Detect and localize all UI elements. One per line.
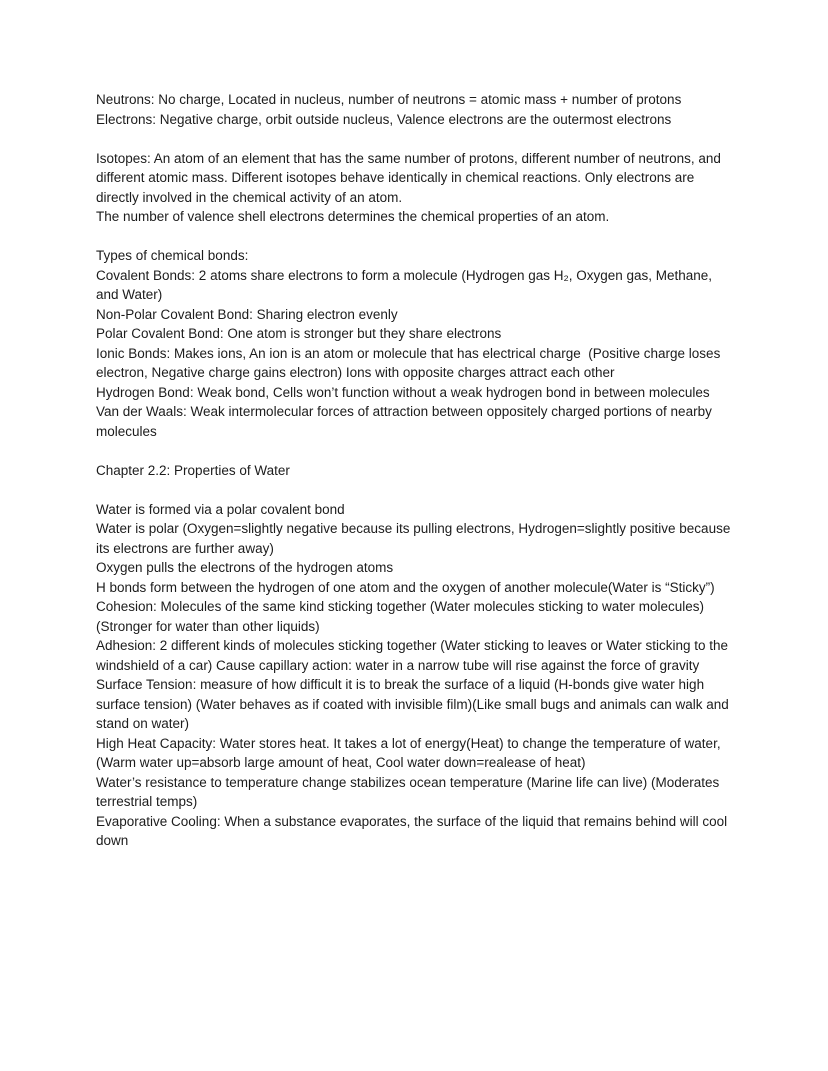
para-neutrons: Neutrons: No charge, Located in nucleus, number of neutrons = atomic mass + number of protons (96, 92, 682, 107)
para-oxygen-pulls: Oxygen pulls the electrons of the hydrogen atoms (96, 560, 394, 575)
para-valence-electrons: The number of valence shell electrons determines the chemical properties of an atom. (96, 209, 610, 224)
heading-chapter-2-2: Chapter 2.2: Properties of Water (96, 462, 290, 478)
document-body (96, 90, 734, 851)
para-adhesion: Adhesion: 2 different kinds of molecules sticking together (Water sticking to leaves or Water sticking to the windshield of a car) Cause capillary action: water in a narrow tube will rise against the force of gravity (96, 638, 732, 673)
para-isotopes: Isotopes: An atom of an element that has the same number of protons, different number of neutrons, and different atomic mass. Different isotopes behave identically in chemical reactions. Only electrons are directly involved in the chemical activity of an atom. (96, 150, 725, 205)
para-electrons: Electrons: Negative charge, orbit outside nucleus, Valence electrons are the outermost electrons (96, 111, 672, 127)
blank-line (96, 129, 734, 149)
para-hydrogen-bond: Hydrogen Bond: Weak bond, Cells won’t function without a weak hydrogen bond in between molecules (96, 384, 710, 400)
para-temperature-stabilization: Water’s resistance to temperature change stabilizes ocean temperature (Marine life can live) (Moderates terrestrial temps) (96, 774, 724, 809)
para-polar-covalent-bond: Polar Covalent Bond: One atom is stronger but they share electrons (96, 326, 502, 341)
blank-line (96, 480, 734, 500)
blank-line (96, 227, 734, 247)
para-h-bonds-sticky: H bonds form between the hydrogen of one atom and the oxygen of another molecule(Water is “Sticky”) (96, 579, 715, 595)
para-cohesion: Cohesion: Molecules of the same kind sticking together (Water molecules sticking to water molecules) (Stronger for water than other liquids) (96, 599, 708, 634)
para-water-polar-covalent: Water is formed via a polar covalent bond (96, 501, 345, 517)
para-non-polar-covalent-bond: Non-Polar Covalent Bond: Sharing electron evenly (96, 306, 398, 322)
blank-line (96, 441, 734, 461)
para-covalent-bonds: Covalent Bonds: 2 atoms share electrons to form a molecule (Hydrogen gas H₂, Oxygen gas, Methane, and Water) (96, 267, 716, 302)
para-van-der-waals: Van der Waals: Weak intermolecular forces of attraction between oppositely charged portions of nearby molecules (96, 404, 716, 439)
para-surface-tension: Surface Tension: measure of how difficult it is to break the surface of a liquid (H-bonds give water high surface tension) (Water behaves as if coated with invisible film)(Like small bugs and animals can walk and stand on water) (96, 677, 733, 731)
para-ionic-bonds: Ionic Bonds: Makes ions, An ion is an atom or molecule that has electrical charge (Positive charge loses electron, Negative charge gains electron) Ions with opposite charges attract each other (96, 345, 725, 380)
heading-types-of-chemical-bonds: Types of chemical bonds: (96, 248, 249, 263)
para-evaporative-cooling: Evaporative Cooling: When a substance evaporates, the surface of the liquid that remains behind will cool down (96, 813, 731, 848)
para-high-heat-capacity: High Heat Capacity: Water stores heat. It takes a lot of energy(Heat) to change the temperature of water, (Warm water up=absorb large amount of heat, Cool water down=realease of heat) (96, 735, 725, 770)
para-water-is-polar: Water is polar (Oxygen=slightly negative because its pulling electrons, Hydrogen=slightly positive because its electrons are further away) (96, 521, 735, 556)
